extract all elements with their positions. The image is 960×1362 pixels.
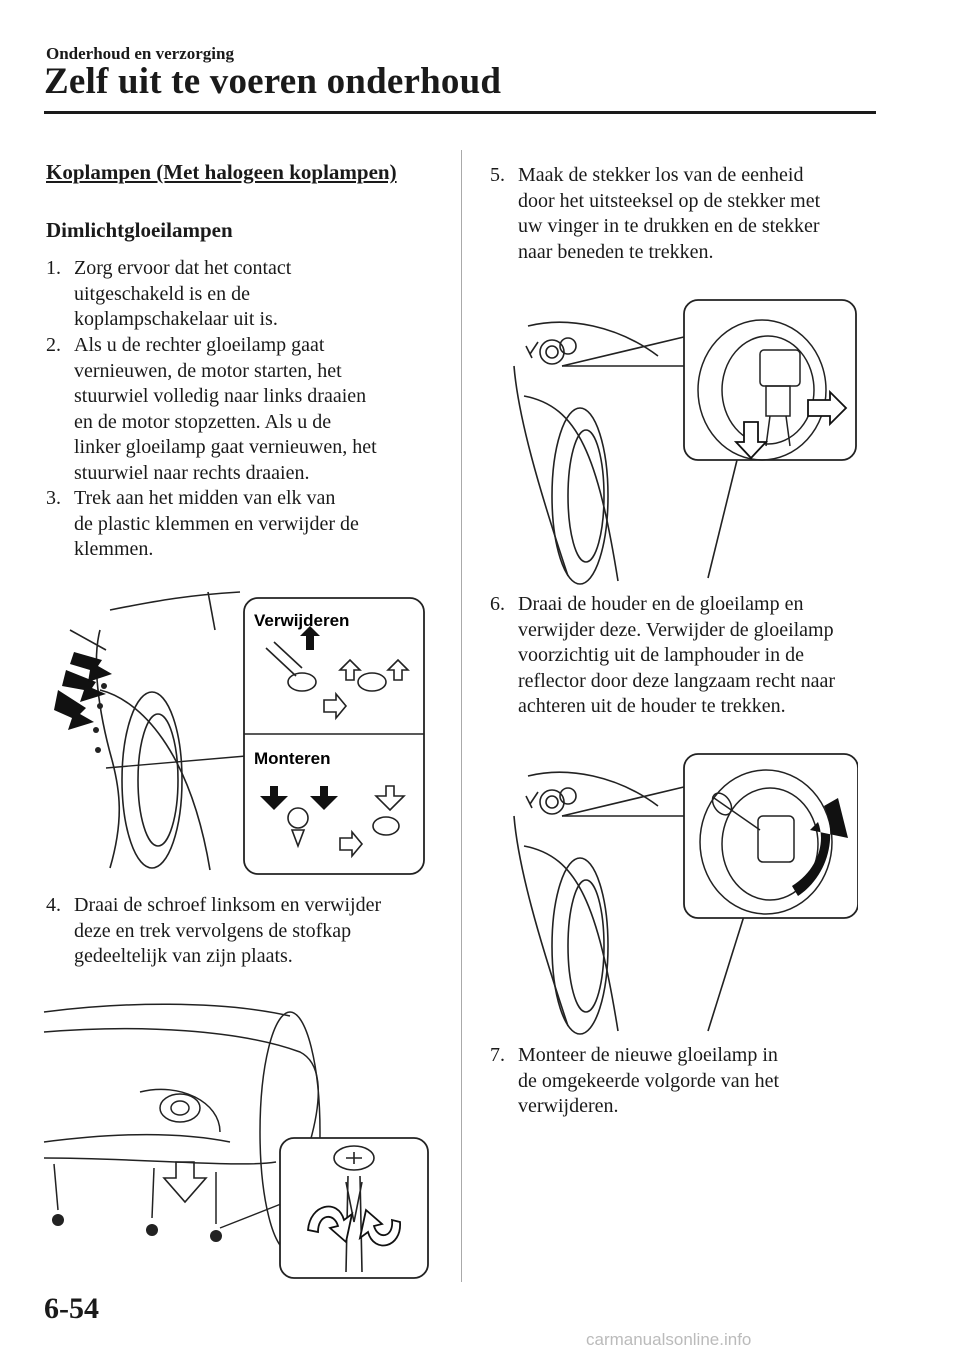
step-1	[46, 256, 446, 333]
column-divider	[461, 150, 462, 1282]
step-number: 5.	[490, 164, 505, 186]
step-number: 3.	[46, 487, 61, 509]
connector-figure	[508, 296, 858, 586]
step-3	[46, 486, 446, 563]
step-text: Draai de schroef linksom en verwijder deze en trek vervolgens de stofkap gedeeltelijk van zijn plaats.	[74, 894, 382, 967]
header-rule	[44, 111, 876, 114]
install-label: Monteren	[254, 749, 331, 768]
step-number: 6.	[490, 593, 505, 615]
step-5	[490, 163, 880, 265]
page-number: 6-54	[44, 1292, 99, 1325]
step-number: 4.	[46, 894, 61, 916]
step-number: 2.	[46, 334, 61, 356]
clip-figure	[40, 590, 430, 880]
step-4	[46, 893, 446, 970]
step-text: Maak de stekker los van de eenheid door het uitsteeksel op de stekker met uw vinger in te drukken en de stekker naar beneden te trekken.	[518, 164, 821, 263]
page-title: Zelf uit te voeren onderhoud	[44, 61, 502, 102]
section-heading: Koplampen (Met halogeen koplampen)	[46, 160, 397, 184]
step-6	[490, 592, 880, 720]
step-number: 1.	[46, 257, 61, 279]
subheading: Dimlichtgloeilampen	[46, 218, 233, 242]
step-text: Zorg ervoor dat het contact uitgeschakeld is en de koplampschakelaar uit is.	[74, 257, 292, 330]
bulb-figure	[508, 746, 858, 1036]
step-number: 7.	[490, 1044, 505, 1066]
watermark: carmanualsonline.info	[586, 1330, 752, 1349]
section-label: Onderhoud en verzorging	[46, 44, 234, 63]
step-2	[46, 333, 446, 486]
step-text: Als u de rechter gloeilamp gaat vernieuwen, de motor starten, het stuurwiel volledig naar links draaien en de motor stopzetten. Als u de linker gloeilamp gaat vernieuwen, het stuurwiel naar rechts draaien.	[74, 334, 377, 484]
remove-label: Verwijderen	[254, 611, 350, 630]
step-7	[490, 1043, 880, 1120]
step-text: Draai de houder en de gloeilamp en verwijder deze. Verwijder de gloeilamp voorzichtig uit de lamphouder in de reflector door deze langzaam recht naar achteren uit de houder te trekken.	[518, 593, 836, 717]
step-text: Trek aan het midden van elk van de plastic klemmen en verwijder de klemmen.	[74, 487, 359, 560]
screw-figure	[40, 992, 440, 1282]
step-text: Monteer de nieuwe gloeilamp in de omgekeerde volgorde van het verwijderen.	[518, 1044, 780, 1117]
